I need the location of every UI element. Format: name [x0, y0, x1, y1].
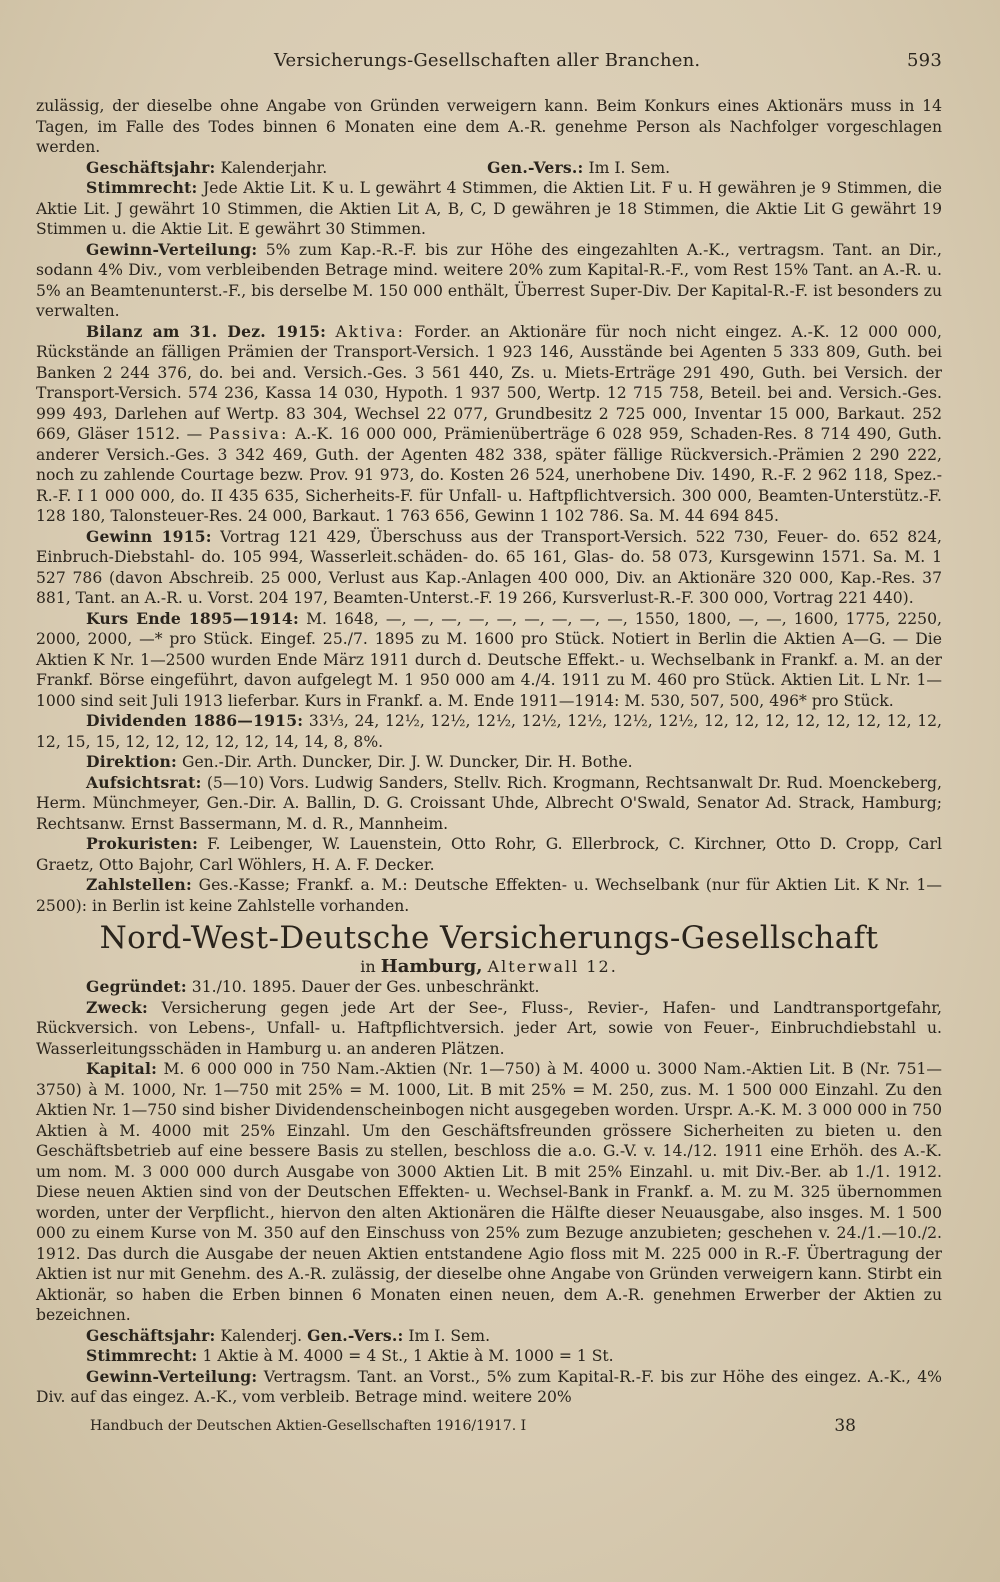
- aktiva-text: Forder. an Aktionäre für noch nicht eingez. A.-K. 12 000 000, Rückstände an fälligen Prämien der Transport-Versich. 1 923 146, Ausstände bei Agenten 5 333 809, Guth. bei Banken 2 244 376, do. bei and. Versich.-Ges. 3 561 440, Zs. u. Miets-Erträge 291 490, Guth. bei Versich. der Transport-Versich. 574 236, Kassa 14 030, Hypoth. 1 937 500, Wertp. 12 715 758, Beteil. bei and. Versich.-Ges. 999 493, Darlehen auf Wertp. 83 304, Wechsel 22 077, Grundbesitz 2 725 000, Inventar 15 000, Barkaut. 252 669, Gläser 1512. —: [36, 322, 942, 443]
- gegruendet-label: Gegründet:: [86, 977, 187, 996]
- footer-signature: 38: [834, 1415, 856, 1436]
- gewinnverteilung-text: 5% zum Kap.-R.-F. bis zur Höhe des eingezahlten A.-K., vertragsm. Tant. an Dir., sodann 4% Div., vom verbleibenden Betrage mind. weitere 20% zum Kapital-R.-F., vom Rest 15% Tant. an A.-R. u. 5% an Beamtenunterst.-F., bis derselbe M. 150 000 enthält, Überrest Super-Div. Der Kapital-R.-F. ist besonders zu verwalten.: [36, 240, 942, 320]
- location-prefix: in: [360, 957, 376, 976]
- genvers-label: Gen.-Vers.:: [487, 157, 584, 177]
- genvers2-label: Gen.-Vers.:: [307, 1325, 404, 1345]
- stimmrecht2-paragraph: [36, 1346, 942, 1367]
- gegruendet-paragraph: [36, 977, 942, 998]
- location-address: Alterwall 12.: [487, 957, 618, 976]
- prokuristen-paragraph: [36, 834, 942, 875]
- footer-title-text: Handbuch der Deutschen Aktien-Gesellschaften 1916/1917.: [90, 1417, 517, 1434]
- page-number: 593: [907, 50, 942, 71]
- zweck-label: Zweck:: [86, 997, 148, 1017]
- gegruendet-text: 31./10. 1895. Dauer der Ges. unbeschränkt.: [191, 978, 540, 996]
- stimmrecht2-text: 1 Aktie à M. 4000 = 4 St., 1 Aktie à M. 1000 = 1 St.: [202, 1347, 614, 1365]
- location-city: Hamburg,: [380, 956, 483, 977]
- stimmrecht2-label: Stimmrecht:: [86, 1346, 198, 1365]
- zahlstellen-text: Ges.-Kasse; Frankf. a. M.: Deutsche Effekten- u. Wechselbank (nur für Aktien Lit. K Nr. 1—2500): in Berlin ist keine Zahlstelle vorhanden.: [36, 876, 942, 915]
- aktiva-label: Aktiva:: [335, 322, 405, 341]
- header-title: Versicherungs-Gesellschaften aller Branchen.: [274, 50, 701, 71]
- geschaeftsjahr2-paragraph: [36, 1326, 942, 1347]
- gewinnverteilung-paragraph: [36, 240, 942, 322]
- direktion-label: Direktion:: [86, 752, 178, 771]
- genvers2-value: Im I. Sem.: [408, 1326, 491, 1345]
- gewinn-label: Gewinn 1915:: [86, 526, 212, 546]
- aufsichtsrat-label: Aufsichtsrat:: [86, 772, 202, 792]
- page-footer: [36, 1412, 942, 1442]
- geschaeftsjahr-label: Geschäftsjahr:: [86, 157, 216, 177]
- dividenden-paragraph: [36, 711, 942, 752]
- gewinnverteilung-label: Gewinn-Verteilung:: [86, 239, 258, 259]
- company-name-heading: Nord-West-Deutsche Versicherungs-Gesellschaft: [99, 920, 879, 956]
- gewinn-paragraph: [36, 527, 942, 609]
- dividenden-label: Dividenden 1886—1915:: [86, 711, 304, 730]
- zahlstellen-label: Zahlstellen:: [86, 875, 192, 894]
- gewinnverteilung2-label: Gewinn-Verteilung:: [86, 1366, 258, 1386]
- zweck-paragraph: [36, 998, 942, 1060]
- dividenden-text: 33⅓, 24, 12½, 12½, 12½, 12½, 12½, 12½, 12½, 12, 12, 12, 12, 12, 12, 12, 12, 12, 15, 15, 12, 12, 12, 12, 12, 14, 14, 8, 8%.: [36, 712, 942, 751]
- direktion-paragraph: [36, 752, 942, 773]
- stimmrecht-text: Jede Aktie Lit. K u. L gewährt 4 Stimmen, die Aktien Lit. F u. H gewähren je 9 Stimmen, die Aktie Lit. J gewährt 10 Stimmen, die Aktien Lit A, B, C, D gewähren je 18 Stimmen, die Aktie Lit G gewährt 19 Stimmen u. die Aktie Lit. E gewährt 30 Stimmen.: [36, 179, 942, 238]
- gewinn-text: Vortrag 121 429, Überschuss aus der Transport-Versich. 522 730, Feuer- do. 652 824, Einbruch-Diebstahl- do. 105 994, Wasserleit.schäden- do. 65 161, Glas- do. 58 073, Kursgewinn 1571. Sa. M. 1 527 786 (davon Abschreib. 25 000, Verlust aus Kap.-Anlagen 400 000, Div. an Aktionäre 320 000, Kap.-Res. 37 881, Tant. an A.-R. u. Vorst. 204 197, Beamten-Unterst.-F. 19 266, Kursverlust-R.-F. 300 000, Vortrag 221 440).: [36, 527, 942, 607]
- kapital-text: M. 6 000 000 in 750 Nam.-Aktien (Nr. 1—750) à M. 4000 u. 3000 Nam.-Aktien Lit. B (Nr. 751—3750) à M. 1000, Nr. 1—750 mit 25% = M. 1000, Lit. B mit 25% = M. 250, zus. M. 1 500 000 Einzahl. Zu den Aktien Nr. 1—750 sind bisher Dividendenscheinbogen nicht ausgegeben worden. Urspr. A.-K. M. 3 000 000 in 750 Aktien à M. 4000 mit 25% Einzahl. Um den Geschäftsfreunden grössere Sicherheiten zu bieten u. den Geschäftsbetrieb auf eine bessere Basis zu stellen, beschloss die a.o. G.-V. v. 14./12. 1911 eine Erhöh. des A.-K. um nom. M. 3 000 000 durch Ausgabe von 3000 Aktien Lit. B mit 25% Einzahl. u. mit Div.-Ber. ab 1./1. 1912. Diese neuen Aktien sind von der Deutschen Effekten- u. Wechsel-Bank in Frankf. a. M. zu M. 325 übernommen worden, unter der Verpflicht., hiervon den alten Aktionären die Hälfte dieser Neuausgabe, also insges. M. 1 500 000 zu einem Kurse von M. 350 auf den Einschuss von 25% zum Bezuge anzubieten; geschehen v. 24./1.—10./2. 1912. Das durch die Ausgabe der neuen Aktien entstandene Agio floss mit M. 225 000 in R.-F. Übertragung der Aktien ist nur mit Genehm. des A.-R. zulässig, der dieselbe ohne Angabe von Gründen verweigern kann. Stirbt ein Aktionär, so haben die Erben binnen 6 Monaten einen neuen, dem A.-R. genehmen Erwerber der Aktien zu bezeichnen.: [36, 1060, 943, 1324]
- prokuristen-text: F. Leibenger, W. Lauenstein, Otto Rohr, G. Ellerbrock, C. Kirchner, Otto D. Cropp, Carl Graetz, Otto Bajohr, Carl Wöhlers, H. A. F. Decker.: [36, 835, 942, 874]
- direktion-text: Gen.-Dir. Arth. Duncker, Dir. J. W. Duncker, Dir. H. Bothe.: [181, 753, 633, 771]
- running-header: [36, 46, 942, 96]
- kurs-paragraph: [36, 609, 942, 712]
- zahlstellen-paragraph: [36, 875, 942, 916]
- geschaeftsjahr-paragraph: [36, 158, 942, 179]
- footer-book-title: [90, 1418, 526, 1434]
- genvers-value: Im I. Sem.: [588, 158, 671, 177]
- kurs-text: M. 1648, —, —, —, —, —, —, —, —, —, 1550, 1800, —, —, 1600, 1775, 2250, 2000, 2000, —* pro Stück. Eingef. 25./7. 1895 zu M. 1600 pro Stück. Notiert in Berlin die Aktien A—G. — Die Aktien K Nr. 1—2500 wurden Ende März 1911 durch d. Deutsche Effekt.- u. Wechselbank in Frankf. a. M. an der Frankf. Börse eingeführt, davon aufgelegt M. 1 950 000 am 4./4. 1911 zu M. 460 pro Stück. Aktien Lit. L Nr. 1—1000 sind seit Juli 1913 lieferbar. Kurs in Frankf. a. M. Ende 1911—1914: M. 530, 507, 500, 496* pro Stück.: [36, 609, 942, 710]
- geschaeftsjahr-value: Kalenderjahr.: [220, 158, 328, 177]
- geschaeftsjahr2-value: Kalenderj.: [220, 1326, 303, 1345]
- passiva-label: Passiva:: [208, 425, 289, 443]
- geschaeftsjahr2-label: Geschäftsjahr:: [86, 1325, 216, 1345]
- company-location: [36, 956, 942, 977]
- zweck-text: Versicherung gegen jede Art der See-, Fluss-, Revier-, Hafen- und Landtransportgefahr, Rückversich. von Lebens-, Unfall- u. Haftpflichtversich. jeder Art, sowie von Feuer-, Einbruchdiebstahl u. Wasserleitungsschäden in Hamburg u. an anderen Plätzen.: [36, 998, 942, 1058]
- gewinnverteilung2-text: Vertragsm. Tant. an Vorst., 5% zum Kapital-R.-F. bis zur Höhe des eingez. A.-K., 4% Div. auf das eingez. A.-K., vom verbleib. Betrage mind. weitere 20%: [36, 1367, 942, 1406]
- kapital-paragraph: [36, 1059, 942, 1326]
- footer-volume: I: [520, 1417, 527, 1434]
- kurs-label: Kurs Ende 1895—1914:: [86, 608, 299, 628]
- stimmrecht-label: Stimmrecht:: [86, 178, 198, 197]
- gewinnverteilung2-paragraph: [36, 1367, 942, 1408]
- stimmrecht-paragraph: [36, 178, 942, 240]
- bilanz-label: Bilanz am 31. Dez. 1915:: [86, 321, 327, 341]
- aufsichtsrat-paragraph: [36, 773, 942, 835]
- aufsichtsrat-text: (5—10) Vors. Ludwig Sanders, Stellv. Rich. Krogmann, Rechtsanwalt Dr. Rud. Moenckeberg, Herm. Münchmeyer, Gen.-Dir. A. Ballin, D. G. Croissant Uhde, Albrecht O'Swald, Senator Ad. Strack, Hamburg; Rechtsanw. Ernst Bassermann, M. d. R., Mannheim.: [36, 773, 942, 833]
- bilanz-paragraph: [36, 322, 942, 527]
- kapital-label: Kapital:: [86, 1059, 158, 1078]
- prokuristen-label: Prokuristen:: [86, 834, 199, 853]
- passiva-text: A.-K. 16 000 000, Prämienüberträge 6 028 959, Schaden-Res. 8 714 490, Guth. anderer Versich.-Ges. 3 342 469, Guth. der Agenten 482 338, später fällige Rückversich.-Prämien 2 290 222, noch zu zahlende Courtage bezw. Prov. 91 973, do. Kosten 26 524, unerhobene Div. 1490, R.-F. 2 962 118, Spez.-R.-F. I 1 000 000, do. II 435 635, Sicherheits-F. für Unfall- u. Haftpflichtversich. 300 000, Beamten-Unterstütz.-F. 128 180, Talonsteuer-Res. 24 000, Barkaut. 1 763 656, Gewinn 1 102 786. Sa. M. 44 694 845.: [36, 425, 942, 525]
- intro-paragraph: zulässig, der dieselbe ohne Angabe von Gründen verweigern kann. Beim Konkurs eines Aktionärs muss in 14 Tagen, im Falle des Todes binnen 6 Monaten eine dem A.-R. genehme Person als Nachfolger vorgeschlagen werden.: [36, 97, 942, 156]
